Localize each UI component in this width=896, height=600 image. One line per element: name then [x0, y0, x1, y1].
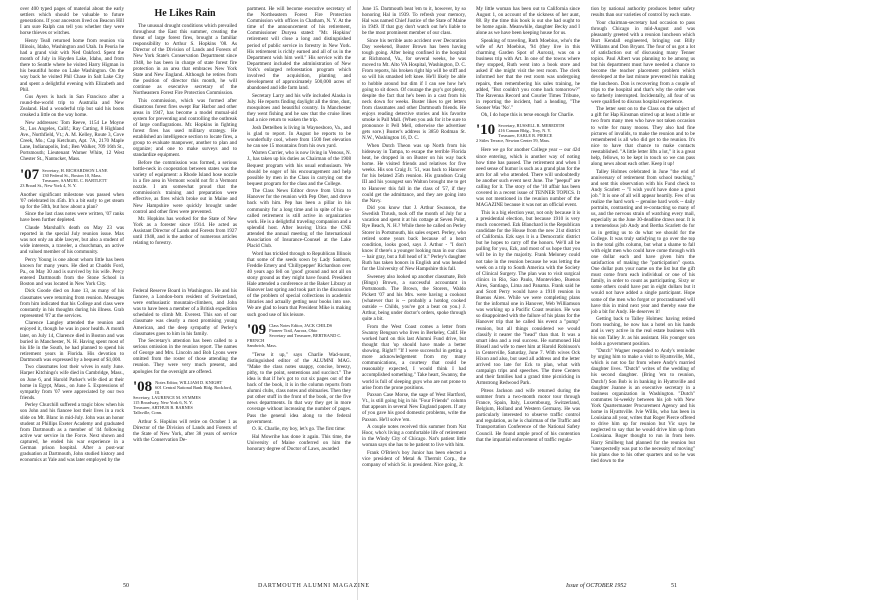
- secretary-line: Secretary, H. RICHARDSON LANE: [42, 167, 108, 173]
- paragraph: Gus Ayers is back in San Francisco after a round-the-world trip to Australia and New Zealand. Had a wonderful trip but said his boots creaked a little on the way home.: [20, 94, 124, 119]
- paragraph: This commission, which was formed after disastrous forest fires swept Bar Harbor and other areas in 1947, has become a model mutual-aid system for preventing and controlling the outbreak of large conflagrations. Mr. Hopkins in fighting forest fires has used military strategy. He established an intelligence section to locate fires, a group to evaluate manpower, another to plan and organize; and one to make surveys and to standardize equipment.: [133, 97, 237, 159]
- paragraph: over 400 typed pages of material about the early settlers which should be valuable to future generations. If your ancestors lived on Beacon Hill I am sure Ralph can tell you whether they were horse thieves or witches.: [20, 6, 124, 37]
- paragraph: Paxson Case Morse, the sage of West Hartford, Vt., is still going big in his "Four Friends" column that appears in several New England papers. If any of you gave his good domestic problems, write the Paxson. He'll solve 'em.: [362, 392, 466, 423]
- secretary-line: Secretary and Treasurer, BERTRAND C. FRENCH: [247, 332, 342, 343]
- paragraph: Warren Currier, who is now living in Venous, N. J., has taken up his duties as Chairman of the 1908 Bequest program with his usual enthusiasm. We should be eager of his encouragement and help possible by men in the Class in carrying out the bequest program for the class and the College.: [247, 150, 351, 187]
- paragraph: Secretary Larry and his wife included Alaska in July. He reports finding daylight all the time, dust, mosquitoes and beautiful country. In Manchester they went fishing and he saw that the cruise lines had a nice return to waken the trip.: [247, 92, 351, 124]
- paragraph: Word has trickled through to Republican Illinois that some of the seeds sown by Lady Sanborn, Freddie Emery and 'Chillypepper' Richardson over 40 years ago fell on 'good' ground and not all on stony ground as they might have found. President Hale attended a conference at the Baker Library at Hanover last spring and took part in the discussion of the problem of special collections in academic libraries and actually getting near books into use. We are glad to learn that President Mike is making such good use of his leisure.: [247, 250, 351, 318]
- paragraph: A couple notes received this summer from Nat Hoor, who's living a comfortable life of retirement in the Windy City of Chicago. Nat's patient little woman says she has to be patient to live with him.: [362, 424, 466, 449]
- column-6: [591, 6, 695, 574]
- paragraph: Clarence Langley attended the reunion and enjoyed it, though he was in poor health. A month later, on July 14, Clarence died in Boston and was buried in Manchester, N. H. Having spent most of his life in the South, he had planned to spend his retirement years in Florida. His devotion to Dartmouth was expressed by a bequest of $1,000.: [20, 320, 124, 363]
- class-heading-10: [476, 123, 580, 143]
- paragraph: "Dutch" Wagner responded to Andy's reminder by urging him to make a visit to Hyattsville, Md., which is not too far from where Andy's married daughter lives. "Dutch" writes of the wedding of his second daughter. (Bring 'em to reunion, Dutch!) Son Bob is in banking in Hyattsville and daughter Joanne is an executive secretary in a business organization in Washington. "Dutch" commutes bi-weekly between his job with New York Quartermaster Procurement Agency and his home in Hyattsville. Ivie Willis, who has been in Louisiana all year, writes that Roger Pierce offered to drive him up for reunion but Vic says he neglected to say that he would drive him up from Louisiana. Roger thought to run in from here. Harry Smilberg had planned for the reunion but "unexpectedly was put to the necessity of moving" his plans due to his other quarters and so he was tied down to the: [591, 348, 695, 464]
- paragraph: My little woman has been out to California since August 1, on account of the sickness of her aunt, 88. By the time this book is out she had ought to be home again. Meanwhile, daughter Becky and I alone as we have been keeping house for us.: [476, 6, 580, 37]
- paragraph: tion by national authority produces better safety results than our varieties of control by each state.: [591, 6, 695, 19]
- paragraph: The letter sent on to the Class on the subject of a gift for Hap Kinsman stirred up at least a little or two from many men who have not taken occasion to write for many moons. They also had fine pictures of invalids, to make the reunion and to be remembered is all who did get to the reunion. It's nice to have that chance to make contacts reestablished. "A little letter lifts a lot," it is a great help, fellows, to be kept in touch so we can pass along news about each other. Keep it up!: [591, 106, 695, 168]
- secretary-address: Sandwich, Mass.: [247, 342, 277, 348]
- paragraph: Perley Churchill suffered a tragic blow when his son John and his fiancee lost their lives in a rock slide on Mt. Blanc in mid-July. John was an honor student at Phillips Exeter Academy and graduated from Dartmouth as a member of '44 following active war service in the Force. Next shown and captured, he ended his war experience in a German prison hospital. After a post-war graduation at Dartmouth, John studied history and economics at Yale and was later employed by the: [20, 402, 124, 464]
- paragraph: The Class News Editor drove from Utica to Hanover for the reunion with Pep Ober, and drove back with him. Pep has been a pillar in his community for a long time and in spite of his so-called retirement is still active in organization work. He is a delightful traveling companion and a splendid host. After leaving Utica the CNE attended the annual meeting of the International Association of Insurance-Counsel at the Lake Placid Club.: [247, 188, 351, 250]
- paragraph: partment. He will become executive secretary of the Northeastern Forest Fire Protection Commission with offices in Chatham, N. Y. At the time of the announcement of his retirement, Commissioner Duryea stated: "Mr. Hopkins' retirement will close a long and distinguished period of public service in forestry in New York. His retirement is richly earned and all of us in the Department wish him well." His service with the Department included the administration of New York's enlarged reforestation program which involved the acquisition, planting and development of approximately 500,000 acres of abandoned and idle farm land.: [247, 6, 351, 92]
- paragraph: Before the commission was formed, a serious bottle-neck in cooperation between states was the variety of equipment: a Rhode Island hose nozzle in a fire area in Vermont would not fit a Vermont nozzle. I am somewhat proud that the commission's training and preparation were effective, as fires which broke out in Maine and New Hampshire were quickly brought under control and other fires were prevented.: [133, 159, 237, 215]
- spacer: [133, 248, 237, 288]
- paragraph: Frank O'Brien's boy Junior has been elected a vice president of Metal & Thermit Corp., the company of which Sr. is president. Nice going, Jr.: [362, 449, 466, 468]
- paragraph: June 15. Dartmouth beat 'em to it, however, by so honoring Hal in 1939. To refresh your memory, Hal was named Chief Justice of the State of Maine in 1949. If that guy don't watch out he's liable to be the most prominent member of our class.: [362, 6, 466, 37]
- editor-line: Notes Editor, WILLIAM D. KNIGHT: [155, 379, 223, 385]
- paragraph: Piteos Jackson and wife returned during the summer from a two-month motor tour through France, Spain, Italy, Luxembourg, Switzerland, Belgium, Holland and Western Germany. He was particularly interested to observe traffic control and regulation, as he is chairman of the Traffic and Transportation Conference of the National Safety Council. He found ample proof of his contention that the impartial enforcement of traffic regula-: [476, 387, 580, 443]
- issue-label: Issue of OCTOBER 1952: [566, 583, 627, 589]
- paragraph: This is a big election year, not only because it is a presidential election, but because 1910 is very much concerned. Ezk Blanchard is the Republican candidate for the House from the new 21st district of California. Ezk says it is a Democratic district but he hopes to carry off the honors. We'll all be pulling for you, Ezk, and most of us hope that you will be in by the majority. Frank Meloney could not take in the reunion because he was letting the week on a trip to South America with the Society of Clinical Surgery. The plan was to visit surgical clinics in Rio, Sao Paulo, Montevideo, Buenos Aires, Santiago, Lima and Panama. Frank said he and Scott Perry would have a 1910 reunion in Buenos Aires. While we were completing plans for the informal one in Hanover, Web Williamson was working up a Pacific Coast reunion. He was so disappointed with the failure of his plans for the Hanover trip that he called his event a "pump" reunion, but all things considered we would classify it nearer the "head" than that. It was a smart idea and a real success. He summoned Hal Bissell and wife to meet him at Harold Robinson's in Centerville, Saturday, June 7. With wives Ock Hixon and also, but used all address and the letter arrived too late for Eck to plan, what with campaign trips and speeches. The three Centers and their families had a grand time picnicking in Armstrong Redwood Park.: [476, 209, 580, 387]
- column-4: [362, 6, 466, 574]
- editor-address: 601 Central National Bank Bldg. Rockford, Ill.: [155, 384, 232, 395]
- class-year: '08: [133, 379, 153, 395]
- paragraph: Josh Dettelben is living in Waynesboro, Va., and is glad to report. In August he reports to be wonderfully cool, where from 1500 feet elevation he can see 15 mountains from his own yard.: [247, 124, 351, 149]
- secretary-address: 416 Canaan Bldg., Troy, N. Y.: [498, 128, 552, 134]
- paragraph: "Terse it up," says Charlie Wad-nurst, distinguished editor of the ALUMNI MAG. "Make the class notes snappy, concise, breezy, pithy, to the point, sententious and succinct." The idea is that if he's got to cut six pages out of the back of the book, it is in the column reports from alumni clubs, class notes and obituaries. Then they put other stuff in the front of the book, or the five news departments. In that way they get in more coverage without increasing the number of pages. Pass the general idea along to the federal government.: [247, 351, 351, 425]
- paragraph: Since the last class notes were written, '07 ranks have been further depleted.: [20, 211, 124, 224]
- class-heading-09: [247, 323, 351, 348]
- editor-line: Class Notes Editor, JACK CHILDS: [269, 322, 333, 328]
- class-year: '10: [476, 123, 496, 139]
- class-heading-08: [133, 380, 237, 415]
- paragraph: The Secretary's attention has been called to a serious omission in the reunion report. The names of George and Mrs. Lincoln and Bob Lyons were omitted from the roster of those attending the reunion. They were very much present, and apologies for the oversight are offered.: [133, 338, 237, 375]
- paragraph: Another significant milestone was passed when '07 celebrated its 45th. It's a bit early to get steam up for the 50th, but how about a plan?: [20, 191, 124, 210]
- paragraph: Getting back to Talley Holmes: having retired from teaching, he now has a hotel on his hands and is very active in the real estate business with his son Talley Jr. as his assistant. His younger son holds a government position.: [591, 316, 695, 347]
- feature-title: He Likes Rain: [154, 8, 216, 19]
- paragraph: Oh, I do hope this is terse enough for Charlie.: [481, 112, 575, 119]
- page-number-left: 50: [123, 583, 129, 589]
- treasurer-address: 23 Broad St., New York 4, N. Y.: [20, 182, 77, 188]
- paragraph: Claude Marshall's death on May 23 was reported in the special July reunion issue. Max was not only an able lawyer, but also a student of wide interests, a traveler, a churchman, an active and valued member of his community.: [20, 224, 124, 256]
- paragraph: Here we go for another College year -- our 42d since entering, which is another way of noting how time has passed. The retirement and when I need sense of humor is such as a grand plan for the arm for all who attended. There will undoubtedly be another such event next June. The "peepul" are calling for it. The story of the '10 affair has been covered in a recent issue of TENNER TOPICS. It was not mentioned in the reunion number of the MAGAZINE because it was not an official event.: [476, 147, 580, 209]
- paragraph: O. K. Charlie, my boy, let's go. The first time:: [252, 426, 346, 433]
- paragraph: Did you know that J. Arthur Swanson, the Swedish Thrush, took off the month of July for a vacation and spent it at his cottage at Seven Point, Rye Beach, N. H.? While there he called on Perley Storer in Portsmouth, his sales expert. Perley, who retired some years back because of a heart condition, looks good, says J. Arthur - "I don't know if there's a younger looking man in our class -- hair gray, but a full head of it." Perley's daughter Ruth has taken honors in English and was headed for the University of New Hampshire this fall.: [362, 205, 466, 273]
- treasurer-address: 2 Stiles Terrace, Newton Center 59, Mass.: [476, 138, 551, 144]
- paragraph: Two classmates lost their wives in early June. Harper Kitchings's wife died in Cambridge, Mass., on June 6, and Harold Parker's wife died at their home in Egypt, Mass., on June 5. Expressions of sympathy from '07 were appreciated by our two friends.: [20, 364, 124, 401]
- paragraph: When Dutch Theon was up North from his hideaway in Tampa, to escape the terrible Florida heat, he dropped in on Buster on his way back home. He visited friends and relatives for five weeks. His son Craig Jr. '51, was back to Hanover for his belated 25th reunion. His grandson Craig III and his youngest son Walton brought me to get to Hanover this fall in the class of '57, if they could get the admittance, and they are going into the Navy.: [362, 142, 466, 204]
- class-year: '07: [20, 167, 40, 183]
- paragraph: New addresses: Tom Reeve, 1154 Le Moyne St., Los Angeles, Calif.; Ray Catting, 8 Highland Ave., Northfield, Vt.; A. M. Kelley, Route 3, Cove Creek, Mo.; Cap Ketchum, Apt. 7A, 2170 Maple Lane, Indianapolis, Ind.; Ben Walker, 709 16th St., Portsmouth; Lieutenant Warner White, 12 West Chester St., Nantucket, Mass.: [20, 119, 124, 163]
- class-year: '09: [247, 322, 267, 338]
- class-heading-07: [20, 168, 124, 188]
- column-5: [476, 6, 580, 574]
- column-2: [133, 6, 237, 574]
- page-number-right: 51: [671, 583, 677, 589]
- secretary-line: Secretary, RUSSELL R. MEREDITH: [498, 123, 565, 129]
- paragraph: Hal Mowrihe has done it again. This time, the University of Maine conferred on him the honorary degree of Doctor of Laws, awarded: [247, 433, 351, 452]
- paragraph: Sweeney also looked up another classmate, Bob (Bingo) Brown, a successful accountant in Portsmouth. The Brown, the Storers, Waldo Pickett '07 and his Mrs. were having a cookout (whatever that is -- probably a hotdog cooked outside -- Childs, you've got a beat on you.) J. Arthur, being under doctor's orders, spoke through quite a bit.: [362, 273, 466, 323]
- magazine-name: DARTMOUTH ALUMNI MAGAZINE: [258, 583, 370, 589]
- treasurer-line: Treasurer, ARTHUR B. BARNES: [133, 404, 193, 410]
- column-3: [247, 6, 351, 574]
- secretary-line: Secretary, LAURENCE M. SYMMES: [133, 394, 201, 400]
- secretary-address: 130 Federal St., Boston 10, Mass.: [42, 172, 102, 178]
- paragraph: Federal Reserve Board in Washington. He and his fiancee, a London-born resident of Switzerland, were enthusiastic mountain-climbers, and John was to have been a member of a British expedition scheduled to climb Mt. Everest. This son of our classmate was clearly a most promising young American, and the deep sympathy of Perley's classmates goes to him in his family.: [133, 287, 237, 337]
- paragraph: Talley Holmes celebrated in June "the end of anniversary of retirement from school teaching," and sent this observation with his Fund check to Andy Scarlett -- "I wish you'd have done a great job." It is one of all will appear heartily. Few of us realize the hard work -- genuine hard work -- daily portraits, contrasting and re-contacting so many of us, and the nervous strain of watching every mail, especially as the June 30-deadline draws near. It is a tremendous job Andy and Bertha Scarlett do for us in getting us to do what we should for the College. It was truly satisfying to go over the top in the total gifts column, but what a shame to fall with eight men who could have come through with one dollar each and have given him the satisfaction of making the "participation" quota. One dollar puts your name on the list but the gift must come from each individual or one of his family, in order to count as participating. Sixty or some others could have put in eight dollars but it would not have added a single participant. Hope some of the men who forgot or procrastinated will have this in mind next year and thereby ease the job a bit for Andy. He deserves it!: [591, 168, 695, 315]
- treasurer-address: Tallsville, Conn.: [133, 409, 163, 415]
- treasurer-line: Treasurer, SAMUEL C. BARTLETT: [42, 177, 108, 183]
- column-1: [20, 6, 124, 574]
- treasurer-line: Treasurer, EARLE R. PIERCE: [498, 133, 553, 139]
- paragraph: Mr. Hopkins has worked for the State of New York as a forester since 1914. He acted as Assistant Director of Lands and Forests from 1927 until 1948, and is the author of numerous articles relating to forestry.: [133, 216, 237, 247]
- gutter: [357, 0, 358, 600]
- paragraph: Percy Young is one about whom little has been known for many years. He died at Chadds Ford, Pa., on May 30 and is survived by his wife. Percy entered Dartmouth from the Stone School in Boston and was located in New York City.: [20, 256, 124, 287]
- paragraph: Your chairman-secretary had occasion to pass through Chicago in mid-August and was pleasantly greeted with a reunion luncheon which Burt Kendall engineered, bringing out Billy Williams and Don Bryant. The four of us got a lot of satisfaction out of discussing many Tenner topics. Paul Albert was planning to be among us but his department must have needed a chance to become the teacher placement problem which developed at the last minute prevented his making the luncheon. Don is recovering from a couple of trips to the hospital and that's why the order was so fatherly interrupted. Incidentally, all four of us were qualified to discuss hospital experience.: [591, 19, 695, 105]
- paragraph: From the West Coast comes a letter from Swanny Bengson who lives in Berkeley, Calif. He worked hard on this last Alumni Fund drive, but thought that 'op should have made a better showing. Right!! "If I were successful in getting a more acknowledgement from my many communications, a courtesy that could be reasonably expected, I would think I had accomplished something." Take heart, Swanny, the world is full of sleeping guys who are not prone to arise from the prone positions.: [362, 323, 466, 391]
- secretary-address: 115 Broadway, New York 6, N. Y.: [133, 399, 193, 405]
- paragraph: Dick Goode died on June 13, as many of his classmates were returning from reunion. Messages from him indicated that his College and class were constantly in his thoughts during his illness. Grab represented '07 at the services.: [20, 288, 124, 319]
- editor-address: Pioneer Trail, Aurora, Ohio: [269, 327, 318, 333]
- paragraph: The unusual drought conditions which prevailed throughout the East this summer, creating the threat of large forest fires, brought a familiar responsibility to Arthur S. Hopkins '08. As Director of the Division of Lands and Forests of New York State's Conservation Department since 1948, he has been in charge of state forest fire protection in an area that embraces New York State and New England. Although he retires from the position of director this month, he will continue as executive secretary of the Northeastern Forest Fire Protection Commission.: [133, 23, 237, 97]
- paragraph: Since his terrible auto accident over Decoration Day weekend, Buster Brown has been having tough going. After being confined in the hospital at Richmond, Va., for several weeks, he was moved to Mt. Alto VA Hospital, Washington, D. C. From reports, his broken right hip will be stiff and so will his smashed left knee. He'll likely be able to hobble around but dim if I can see how he's going to sit down. Of courage the guy's got plenty, despite the fact that he's been in a cast from his neck down for weeks. Buster likes to get letters from classmates and other Dartmouth friends. He enjoys reading detective stories and his favorite smoke is Pall Mall. (When you ask for it be sure to pronounce it Pell Mell, otherwise the advertiser gets sore.) Buster's address is 3850 Rodman St. N.W., Washington 16, D. C.: [362, 37, 466, 142]
- paragraph: Arthur S. Hopkins will retire on October 1 as Director of the Division of Lands and Forests of the State of New York, after 38 years of service with the Conservation De-: [133, 418, 237, 443]
- paragraph: Henry Teall returned home from reunion via Illinois, Idaho, Washington and Utah. In Peoria he had a grand visit with Ned Oakford. Spent the month of July in Hayden Lake, Idaho, and from there to Seattle where he visited Harry Higman in his beautiful home on Lake Washington. On the way back he visited Phil Chase in Salt Lake City and spent a delightful evening with Elizabeth and Phil.: [20, 37, 124, 93]
- paragraph: Speaking of traveling, Ruth Moebius, who's the wife of Art Moebius, '94 (they live in this charming Garden Spot of Aurora), was on a business trip with Art. In one of the towns where they stopped, Ruth went into a book store and asked if she might visit the rest room. The clerk informed her that the rest room was undergoing repairs, then remembering his sales training, he added, "But couldn't you come back tomorrow?" The Ravenna Record and Courier Times Tribune, in reporting the incident, had a heading, "The Sooner Was 'No'.": [476, 37, 580, 111]
